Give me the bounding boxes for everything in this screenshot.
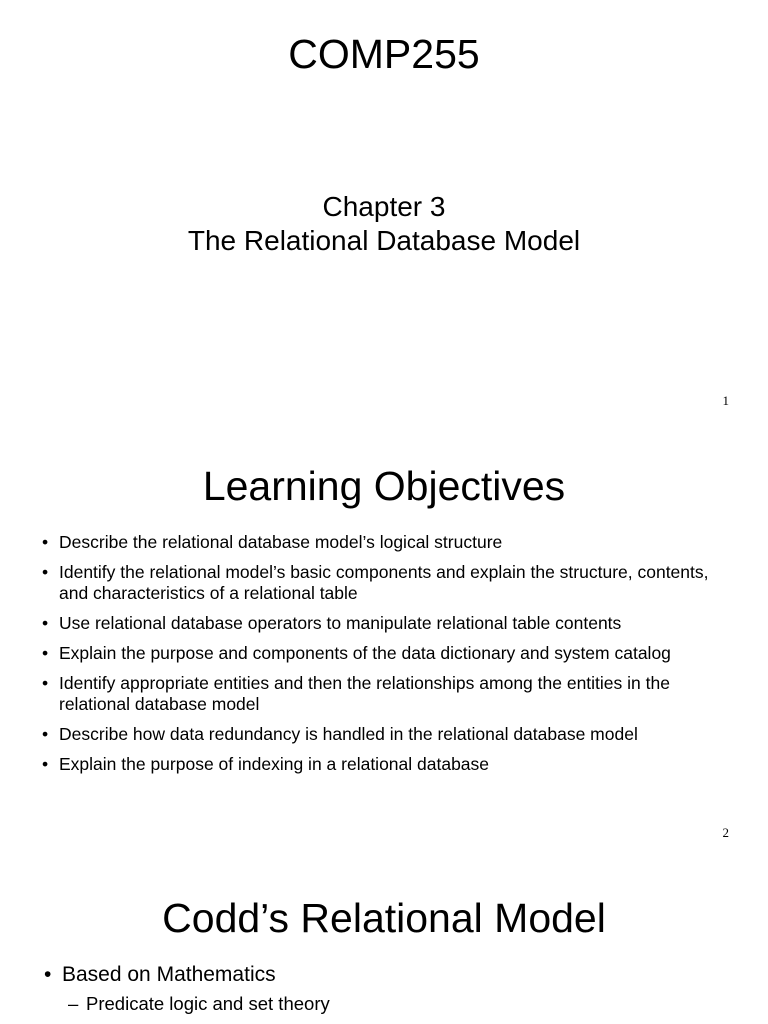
list-item-text: Use relational database operators to manipulate relational table contents: [59, 613, 622, 633]
chapter-label: Chapter 3: [322, 191, 446, 222]
list-item-text: Identify appropriate entities and then the relationships among the entities in the relational database model: [59, 673, 670, 714]
slide-heading: Codd’s Relational Model: [162, 895, 606, 941]
list-item: [42, 724, 742, 745]
sub-list-item: [68, 992, 744, 1016]
bullet-icon: •: [42, 643, 49, 663]
list-item: [42, 613, 742, 634]
list-item: [42, 562, 742, 604]
chapter-block: [0, 190, 768, 258]
codd-list: [44, 962, 744, 1016]
page-number: 2: [722, 825, 729, 840]
dash-icon: –: [68, 993, 79, 1014]
bullet-icon: •: [44, 963, 52, 986]
list-item-text: Explain the purpose and components of the data dictionary and system catalog: [59, 643, 671, 663]
slide-1: [0, 0, 768, 432]
course-title: COMP255: [288, 31, 480, 77]
list-item-text: Identify the relational model’s basic components and explain the structure, contents, and characteristics of a relational table: [59, 562, 709, 603]
list-item: [42, 754, 742, 775]
slide-heading: Learning Objectives: [202, 463, 566, 509]
bullet-icon: •: [42, 724, 49, 744]
list-item: [42, 532, 742, 553]
objectives-list: [42, 532, 742, 784]
slide-3: [0, 864, 768, 1024]
bullet-icon: •: [42, 532, 49, 552]
page-number: 1: [722, 393, 729, 408]
bullet-icon: •: [42, 613, 49, 633]
list-item-text: Based on Mathematics: [62, 963, 276, 986]
list-item: [42, 673, 742, 715]
list-item: [42, 643, 742, 664]
list-item-text: Describe the relational database model’s logical structure: [59, 532, 503, 552]
sub-list: [68, 992, 744, 1016]
chapter-subtitle: The Relational Database Model: [187, 225, 581, 256]
list-item-text: Explain the purpose of indexing in a relational database: [59, 754, 490, 774]
list-item-text: Describe how data redundancy is handled in the relational database model: [59, 724, 638, 744]
bullet-icon: •: [42, 754, 49, 774]
bullet-icon: •: [42, 673, 49, 693]
list-item: [44, 962, 744, 1016]
bullet-icon: •: [42, 562, 49, 582]
sub-list-item-text: Predicate logic and set theory: [86, 993, 330, 1014]
slide-2: [0, 432, 768, 864]
